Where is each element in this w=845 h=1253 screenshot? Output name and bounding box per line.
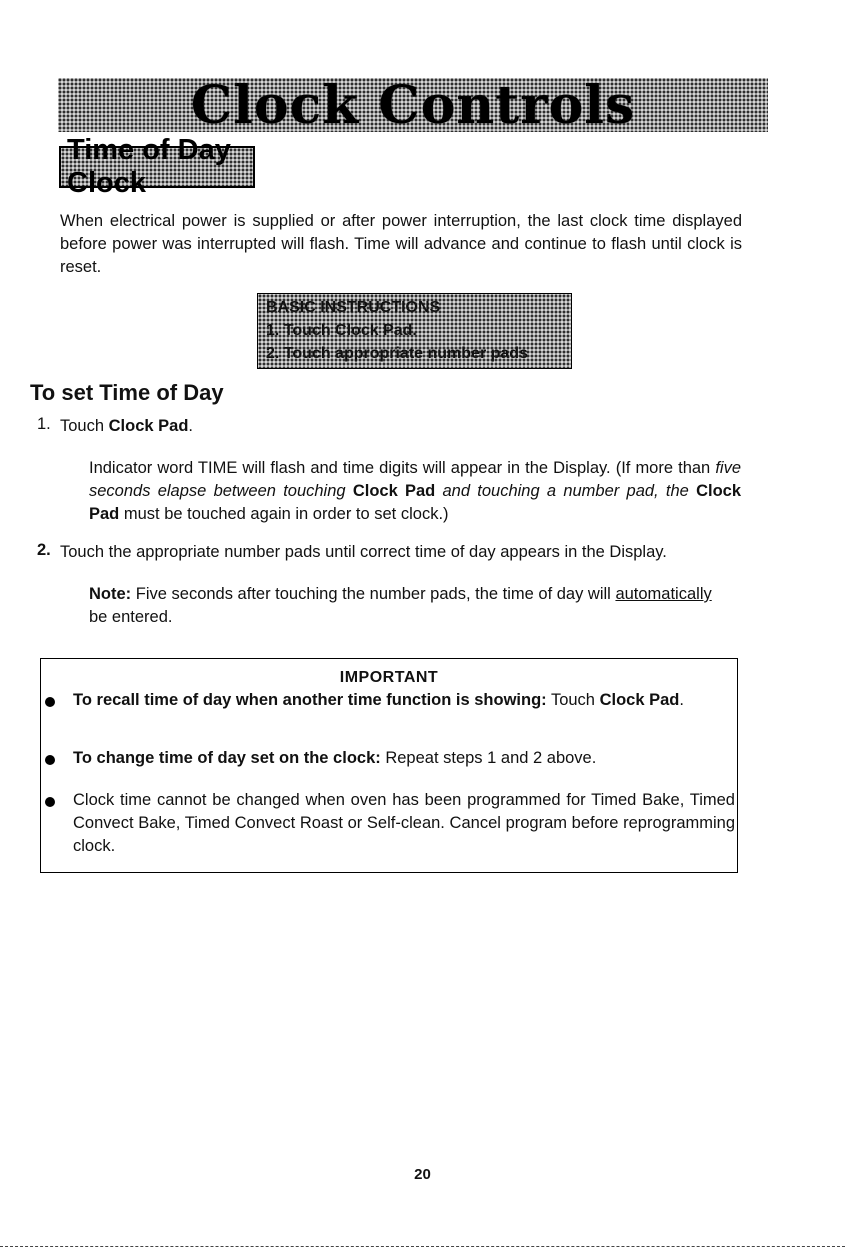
important-bullet-1-bold: To recall time of day when another time function is showing:: [73, 691, 547, 709]
note-end: be entered.: [89, 608, 173, 626]
step-1-detail-end: must be touched again in order to set clock.): [119, 505, 449, 523]
note-underlined: automatically: [615, 585, 712, 603]
step-1-detail-italic-1: five seconds elapse between touching: [89, 459, 741, 500]
basic-instructions-box: [257, 293, 572, 369]
page-number: 20: [414, 1166, 431, 1183]
section-title: Time of Day Clock: [67, 134, 231, 199]
step-1-detail: [89, 457, 741, 526]
title-banner: [58, 74, 768, 136]
important-bullet-1-text: Touch: [546, 691, 600, 709]
step-1-text: [60, 415, 193, 438]
bullet-icon: [45, 697, 55, 707]
step-1-text-before: Touch: [60, 417, 109, 435]
step-1-detail-start: Indicator word TIME will flash and time digits will appear in the Display. (If more than: [89, 459, 716, 477]
step-1-pad: Clock Pad: [108, 417, 189, 435]
basic-instructions-title: BASIC INSTRUCTIONS: [266, 299, 441, 316]
important-bullet-2-bold: To change time of day set on the clock:: [73, 749, 381, 767]
basic-instructions-step-1: 1. Touch Clock Pad.: [266, 322, 417, 339]
bottom-rule: [0, 1246, 845, 1247]
important-box: [40, 658, 738, 873]
step-1-text-after: .: [188, 417, 193, 435]
step-1-detail-italic-2: and touching a number pad, the: [435, 482, 689, 500]
basic-instructions-step-2: 2. Touch appropriate number pads: [266, 345, 528, 362]
set-time-heading: To set Time of Day: [30, 380, 224, 405]
important-bullet-1-pad: Clock Pad: [599, 691, 680, 709]
important-bullet-1-end: .: [679, 691, 684, 709]
bullet-icon: [45, 755, 55, 765]
intro-paragraph: When electrical power is supplied or after power interruption, the last clock time displayed before power was interrupted will flash. Time will advance and continue to flash until clock is reset.: [60, 212, 742, 276]
important-bullet-1: [73, 689, 735, 712]
important-title: IMPORTANT: [339, 669, 439, 686]
step-1-detail-pad-2: Clock Pad: [89, 482, 741, 523]
note-text: Five seconds after touching the number pads, the time of day will: [131, 585, 616, 603]
section-heading-box: [59, 134, 255, 199]
step-2-note: [89, 583, 741, 629]
important-bullet-3: Clock time cannot be changed when oven has been programmed for Timed Bake, Timed Convect Bake, Timed Convect Roast or Self-clean. Cancel program before reprogramming clock.: [73, 791, 735, 855]
step-2-text: Touch the appropriate number pads until correct time of day appears in the Display.: [60, 543, 667, 561]
important-bullet-2: [73, 747, 735, 770]
step-1-detail-pad-1: Clock Pad: [352, 482, 436, 500]
bullet-icon: [45, 797, 55, 807]
step-1-number: 1.: [37, 415, 51, 433]
note-label: Note:: [89, 585, 132, 603]
step-2-number: 2.: [37, 541, 51, 559]
important-bullet-2-text: Repeat steps 1 and 2 above.: [380, 749, 597, 767]
page-title: Clock Controls: [190, 74, 636, 136]
